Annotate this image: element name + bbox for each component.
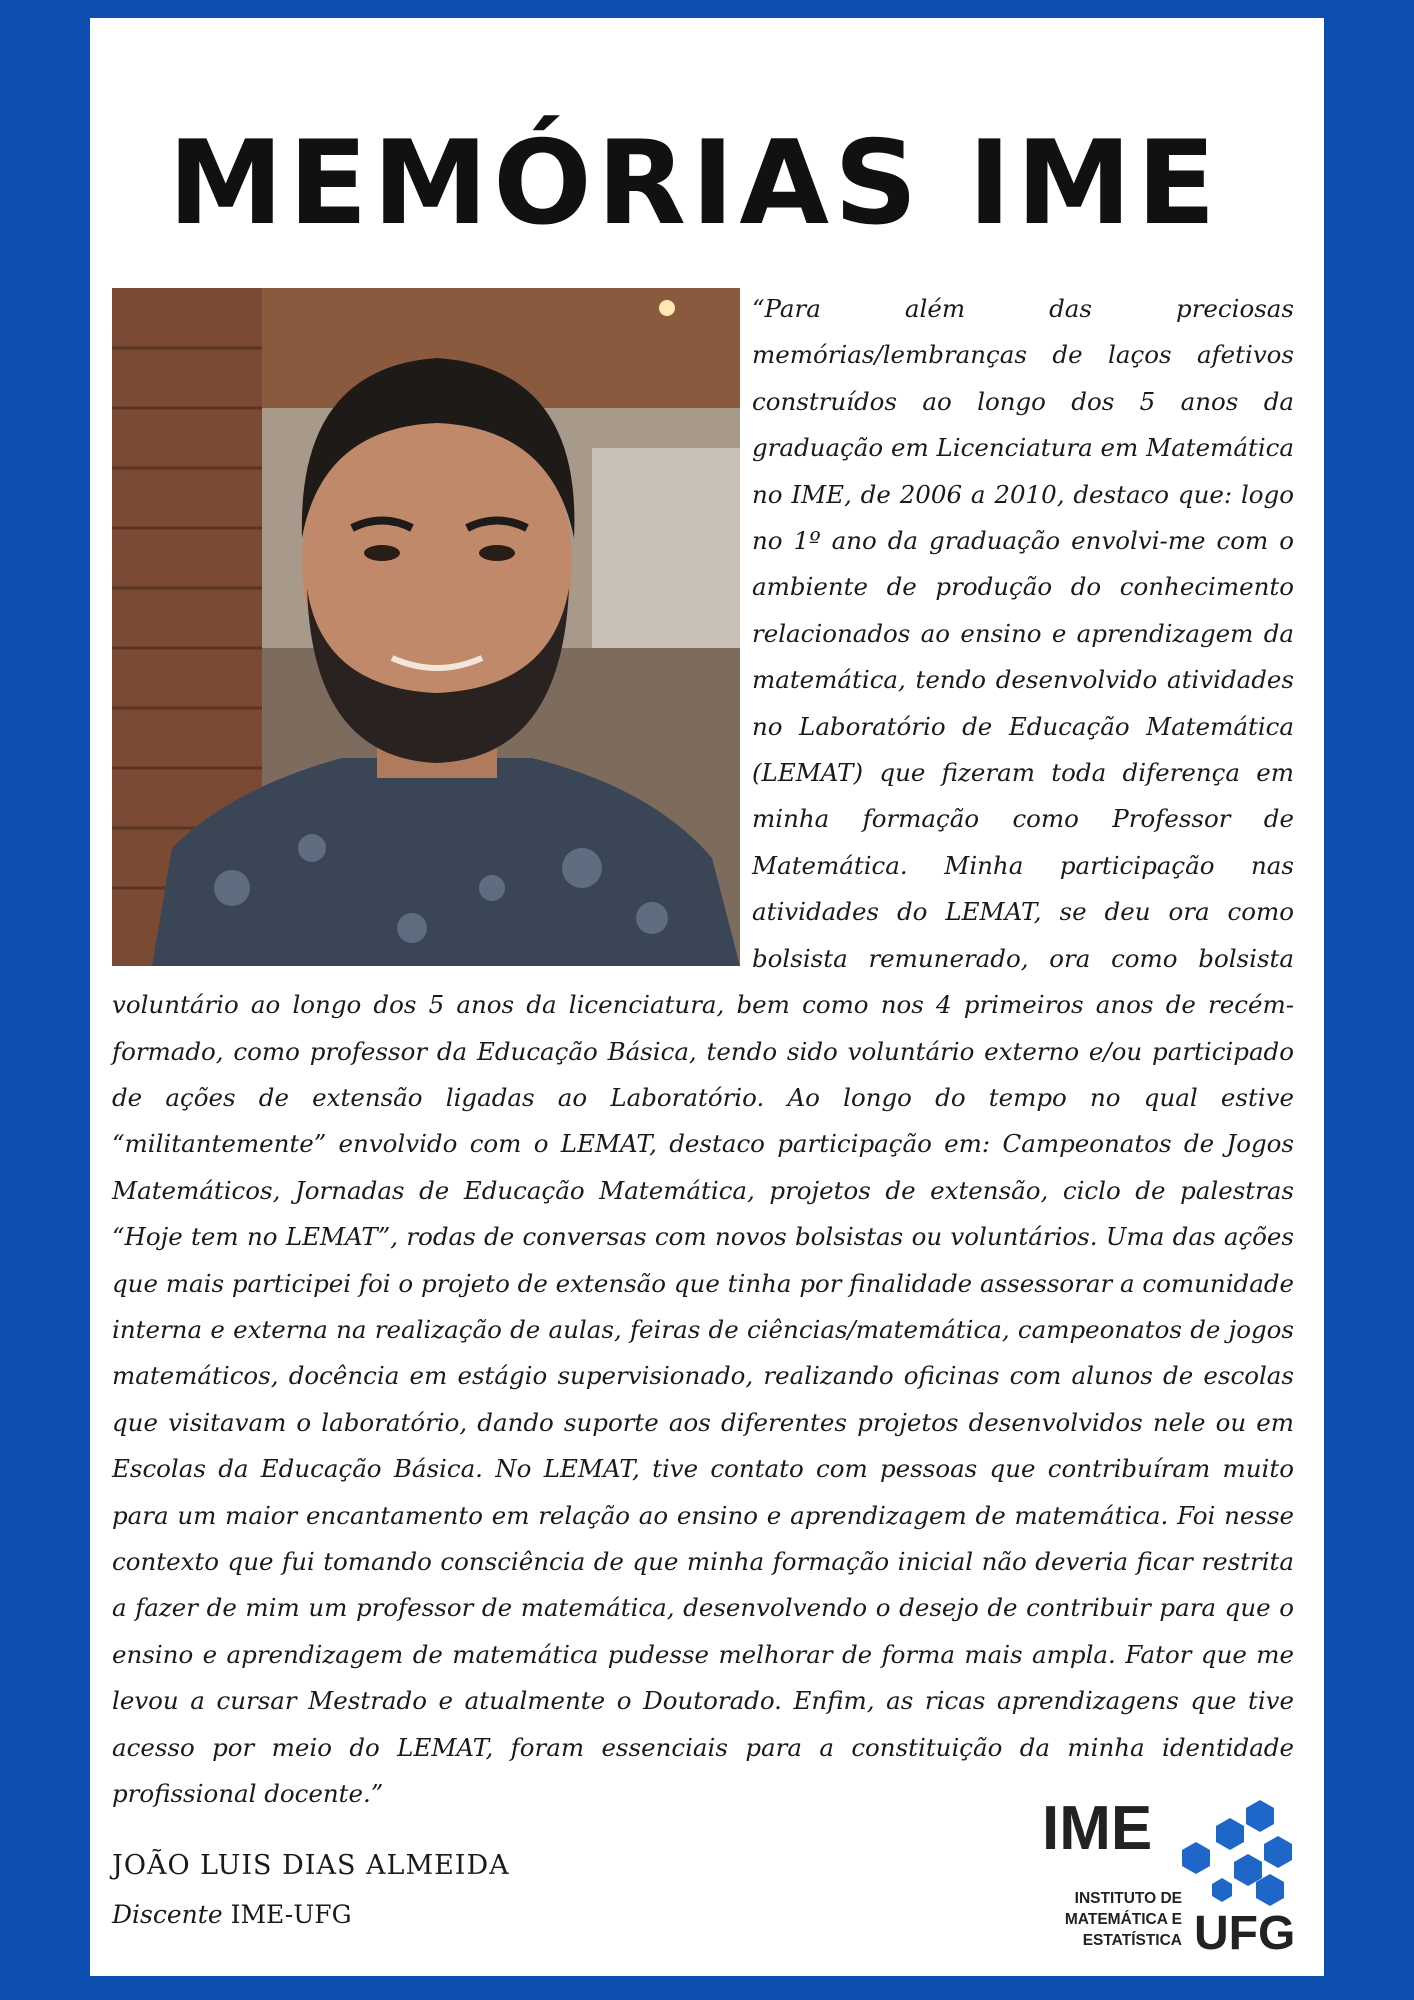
logo-line-2: MATEMÁTICA E [1064,1911,1182,1928]
role-institution: IME-UFG [230,1900,352,1929]
poster-page [90,18,1324,1976]
author-name: JOÃO LUIS DIAS ALMEIDA [112,1850,510,1881]
logo-line-1: INSTITUTO DE [1074,1890,1182,1907]
ime-ufg-logo [1042,1794,1312,1968]
author-role [112,1900,352,1929]
hexagon-cluster-icon [1174,1798,1298,1910]
logo-university: UFG [1194,1907,1296,1960]
role-prefix: Discente [112,1900,223,1929]
logo-institute-name [1042,1888,1182,1951]
page-title: MEMÓRIAS IME [168,116,1221,251]
logo-acronym: IME [1042,1794,1153,1863]
logo-line-3: ESTATÍSTICA [1082,1932,1182,1949]
testimonial-quote: “Para além das preciosas memórias/lembranças de laços afetivos construídos ao longo dos 5 anos da graduação em Licenciatura em Matemática no IME, de 2006 a 2010, destaco que: logo no 1º ano da graduação envolvi-me com o ambiente de produção do conhecimento relacionados ao ensino e aprendizagem da matemática, tendo desenvolvido atividades no Laboratório de Educação Matemática (LEMAT) que fizeram toda diferença em minha formação como Professor de Matemática. Minha participação nas atividades do LEMAT, se deu ora como bolsista remunerado, ora como bolsista voluntário ao longo dos 5 anos da licenciatura, bem como nos 4 primeiros anos de recém-formado, como professor da Educação Básica, tendo sido voluntário externo e/ou participado de ações de extensão ligadas ao Laboratório. Ao longo do tempo no qual estive “militantemente” envolvido com o LEMAT, destaco participação em: Campeonatos de Jogos Matemáticos, Jornadas de Educação Matemática, projetos de extensão, ciclo de palestras “Hoje tem no LEMAT”, rodas de conversas com novos bolsistas ou voluntários. Uma das ações que mais participei foi o projeto de extensão que tinha por finalidade assessorar a comunidade interna e externa na realização de aulas, feiras de ciências/matemática, campeonatos de jogos matemáticos, docência em estágio supervisionado, realizando oficinas com alunos de escolas que visitavam o laboratório, dando suporte aos diferentes projetos desenvolvidos nele ou em Escolas da Educação Básica. No LEMAT, tive contato com pessoas que contribuíram muito para um maior encantamento em relação ao ensino e aprendizagem de matemática. Foi nesse contexto que fui tomando consciência de que minha formação inicial não deveria ficar restrita a fazer de mim um professor de matemática, desenvolvendo o desejo de contribuir para que o ensino e aprendizagem de matemática pudesse melhorar de forma mais ampla. Fator que me levou a cursar Mestrado e atualmente o Doutorado. Enfim, as ricas aprendizagens que tive acesso por meio do LEMAT, foram essenciais para a constituição da minha identidade profissional docente.” [112,294,1294,1808]
